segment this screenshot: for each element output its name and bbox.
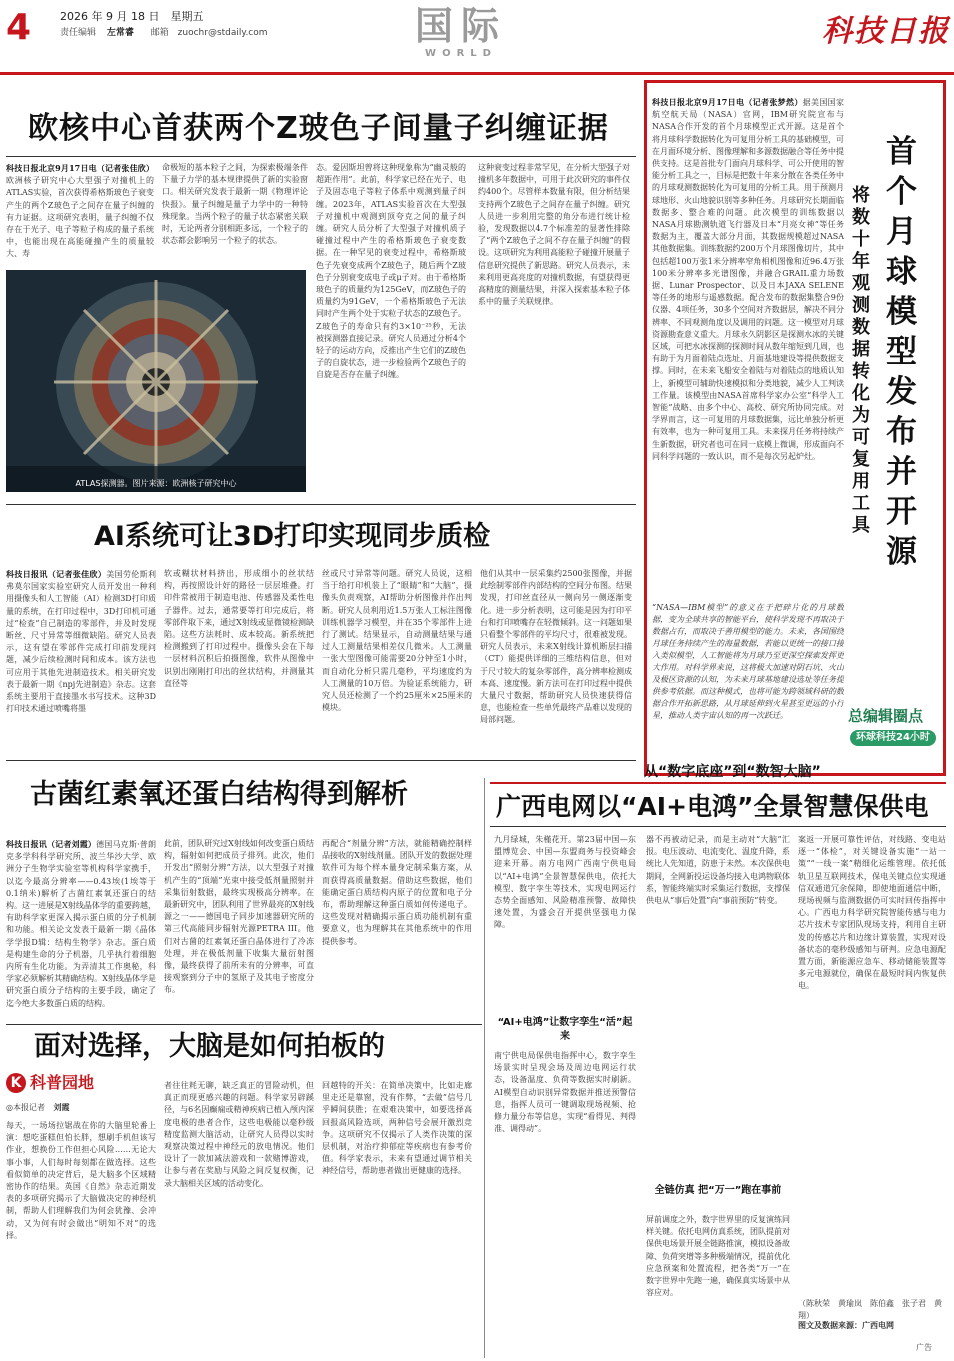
lunar-subheadline-char: 用 xyxy=(852,471,870,492)
guangxi-col-2b: 屏前调度之外，数字世界里的反复演练同样关键。依托电网仿真系统，团队提前对保供电场景开展全链路推演，模拟设备故障、负荷突增等多种极端情况，提前优化应急预案和处置流程，把各类“万一”在数字世界中先跑一遍，确保真实场景中从容应对。 xyxy=(646,1215,790,1298)
lunar-headline-char: 发 xyxy=(886,374,917,410)
guangxi-subhead-1: “AI+电鸿”让数字孪生“活”起来 xyxy=(497,1017,633,1042)
ai3d-col-2: 软或糊状材料挤出，形成细小的丝状结构，再按照设计好的路径一层层堆叠。打印件常被用于制造电池、传感器及柔性电子器件。过去，通常要等打印完成后，将零部件取下来，通过X射线或显微镜检测缺陷。这些方法耗时、成本较高。新系统把检测搬到了打印过程中。摄像头会在下每一层材料沉积后拍摄图像，软件从图像中识别出刚刚打印出的丝状结构，并测量其直径等 xyxy=(164,569,314,688)
lunar-headline-char: 型 xyxy=(886,334,917,370)
lunar-subheadline-char: 为 xyxy=(852,405,870,426)
lunar-subheadline xyxy=(852,185,874,537)
author-label: ◎本报记者 xyxy=(6,1103,45,1112)
brain-byline xyxy=(6,1102,70,1114)
guangxi-col-2: 器不再被动记录，而是主动对“大脑”汇报。电压波动、电流变化、温度升降，系统比人先知道，防患于未然。本次保供电期间，全网新投运设备均接入电鸿物联体系，智能终端实时采集运行数据，支撑保供电从“事后处置”向“事前预防”转变。 xyxy=(646,835,790,906)
ai3d-dateline: 科技日报讯（记者张佳欣） xyxy=(6,569,107,579)
guangxi-source: 图文及数据来源：广西电网 xyxy=(798,1321,894,1330)
editor-label: 责任编辑 xyxy=(60,28,97,38)
section-title-en: WORLD xyxy=(425,48,497,59)
lunar-subheadline-char: 数 xyxy=(852,317,870,338)
email-label: 邮箱 xyxy=(150,28,169,38)
lunar-headline xyxy=(886,132,918,572)
ai3d-col-3: 丝或尺寸异常等问题。研究人员说，这相当于给打印机装上了“眼睛”和“大脑”，摄像头负责观察，AI帮助分析图像并作出判断。研究人员利用近1.5万张人工标注图像训练机器学习模型，并在35个零部件上进行了测试。结果显示，自动测量结果与通过人工测量结果相差仅几微米。人工测量一张大型图像可能需要20分钟至1小时，而自动化分析只需几毫秒，平均速度约为人工测量的10万倍。为验证系统能力，研究人员还检测了一个约25厘米×25厘米的模块。 xyxy=(322,569,472,713)
lunar-subheadline-char: 工 xyxy=(852,493,870,514)
lhc-col-1 xyxy=(6,162,154,262)
lunar-headline-char: 源 xyxy=(886,534,917,570)
lhc-photo xyxy=(6,270,306,492)
lunar-subheadline-char: 据 xyxy=(852,339,870,360)
protein-headline: 古菌红素氧还蛋白结构得到解析 xyxy=(30,779,408,810)
guangxi-headline: 广西电网以“AI+电鸿”全景智慧保供电 xyxy=(496,792,929,821)
k-logo-icon: K xyxy=(6,1073,26,1093)
lunar-subheadline-char: 转 xyxy=(852,361,870,382)
guangxi-byline: （陈秋荣 黄瑜岚 陈伯鑫 张子君 黄翔） xyxy=(798,1299,942,1320)
lunar-headline-char: 并 xyxy=(886,454,917,490)
guangxi-deck: 从“数字底座”到“数智大脑” xyxy=(644,764,821,780)
lhc-headline: 欧核中心首获两个Z玻色子间量子纠缠证据 xyxy=(28,111,609,146)
page-number: 4 xyxy=(6,7,32,48)
lhc-col-1-text: 欧洲核子研究中心大型强子对撞机上的ATLAS实验，首次获得希格斯玻色子衰变产生的两个Z玻色子之间存在量子纠缠的有力证据。这项研究表明，量子纠缠不仅存在于光子、电子等粒子构成的量子系统中，也能出现在高能碰撞产生的质量较大、寿 xyxy=(6,176,154,259)
divider xyxy=(6,760,636,761)
column-divider xyxy=(484,778,485,1358)
guangxi-col-3: 案返一开展可靠性评估，对线路、变电站逐一“体检”，对关键设备实施“一站一策”“一线一案”精细化运维管理。依托低轨卫星互联网技术，保电关键点位实现通信双通道冗余保障，即使地面通信中断，现场视频与监测数据仍可实时回传指挥中心。广西电力科学研究院智能传感与电力芯片技术专家团队现场支持，利用自主研发的传感芯片和边缘计算装置，实现对设备状态的毫秒级感知与研判。应急电源配置方面，新能源应急车、移动储能装置等多元电源就位，确保在最短时间内恢复供电。 xyxy=(798,835,946,991)
lunar-body-text: 据美国国家航空航天局（NASA）官网，IBM研究院宣布与NASA合作开发的首个月球模型正式开源。这是首个将月球科学数据转化为可复用分析工具的基础模型，可在月面环境分析、图像理解和多源数据融合等任务中提供支持。这是首批专门面向月球科学、可公开使用的智能分析工具之一，目标是把数十年来分散在各类任务中的月球观测数据转化为可复用的分析工具。用于预测月球地形、火山地貌识别等多种任务。月球研究长期面临数据多、整合难的问题。此次模型的训练数据以NASA月球勘测轨道飞行器及日本“月亮女神”等任务数据为主，覆盖大部分月面，其数据规模超过NASA其他数据集。训练数据约200万个月球图像切片，其中包括超100万张1米分辨率窄角相机图像和近96.4万张100米分辨率多光谱图像，并融合GRAIL重力场数据、Lunar Prospector、以及日本JAXA SELENE等任务的地形与遥感数据。配合发布的数据集整合9份仪器、4项任务，30多个空间对齐数据层，解决不同分辨率、不同观测角度以及调用的问题。这一模型对月球资源勘查意义重大。月球永久阴影区是探测水冰的关键区域，可把水冰探测的探测时间从数年缩短到几周，也有助于为月面着陆点选址、月面基地建设等提供数据支撑。同时，在未来飞船安全着陆与对着陆点的地质认知上，新模型可辅助快速模拟和分类地貌，减少人工判读工作量。该模型由NASA首席科学家办公室“科学人工智能”战略、由多个中心、高校、研究所协同完成。对学界而言，这一可复用的月球数据集，远比单独分析更有效率，也为一种可复用工具。未来探月任务将持续产生新数据，研究者也可在同一底模上微调，形成面向不同科学问题的一致认识，而不是每次另起炉灶。 xyxy=(652,98,844,461)
lunar-headline-char: 球 xyxy=(886,254,917,290)
protein-dateline: 科技日报讯（记者刘霞） xyxy=(6,839,97,849)
lunar-body xyxy=(652,96,844,584)
lunar-headline-char: 首 xyxy=(886,134,917,170)
lhc-photo-caption: ATLAS探测器。图片来源：欧洲核子研究中心 xyxy=(75,479,237,488)
divider xyxy=(6,1024,482,1025)
lhc-col-3: 态。爱因斯坦曾将这种现象称为“幽灵般的超距作用”。此前，科学家已经在光子、电子及固态电子等粒子体系中观测到量子纠缠。2023年，ATLAS实验首次在大型强子对撞机中观测到顶夸克之间的量子纠缠。研究人员分析了大型强子对撞机质子碰撞过程中产生的希格斯玻色子衰变数据。在一种罕见的衰变过程中，希格斯玻色子先衰变成两个Z玻色子，随后两个Z玻色子分别衰变成电子或μ子对。由于希格斯玻色子的质量约为125GeV，而Z玻色子的质量约为91GeV，一个希格斯玻色子无法同时产生两个处于实粒子状态的Z玻色子。Z玻色子的寿命只有约3×10⁻²⁵秒，无法被探测器直接记录。研究人员通过分析4个轻子的运动方向，反推出产生它们的Z玻色子的自旋状态，进一步检验两个Z玻色子的自旋是否存在量子纠缠。 xyxy=(316,163,466,380)
protein-col-1-text: 德国马克斯·普朗克多学科科学研究所、波兰华沙大学、欧洲分子生物学实验室等机构科学家携手，以迄今最高分辨率——0.43埃(1埃等于0.1纳米)解析了古菌红素氧还蛋白的结构。这一进展是X射线晶体学的重要跨越，有助科学家更深入揭示蛋白质的分子机制和功能。相关论文发表于最新一期《晶体学学报D辑：结构生物学》杂志。蛋白质是构建生命的分子机器，几乎执行着细胞内所有生化功能。为弄清其工作奥秘，科学家必须解析其精确结构。X射线晶体学是研究蛋白质分子结构的主要手段，确定了迄今绝大多数蛋白质的结构。 xyxy=(6,840,156,1008)
lhc-col-4: 这种衰变过程非常罕见，在分析大型强子对撞机多年数据中，可用于此次研究的事件仅约400个。尽管样本数量有限，但分析结果支持两个Z玻色子之间存在量子纠缠。研究人员进一步利用完整的角分布进行统计检验，发现数据以4.7个标准差的显著性排除了“两个Z玻色子之间不存在量子纠缠”的假设。这项研究为利用高能粒子碰撞开展量子信息研究提供了新思路。研究人员表示，未来利用更高亮度的对撞机数据，有望获得更高精度的测量结果，并深入探索基本粒子体系中的量子关联规律。 xyxy=(478,163,630,307)
science-column-banner xyxy=(6,1072,146,1094)
lunar-subheadline-char: 年 xyxy=(852,251,870,272)
date-line: 2026 年 9 月 18 日 星期五 xyxy=(60,10,204,23)
lunar-editor-quote: “NASA—IBM模型”的意义在于把碎片化的月球数据，变为全球共享的智能平台，使科学发现不再取决于数据占有，而取决于善用模型的能力。未来，各国围绕月球任务持续产生的海量数据，若能以更统一的接口接入类似模型，人工智能将为月球乃至更深空探索发挥更大作用。对科学界来说，这将极大加速对阴石坑、火山及极区资源的认知，为未来月球基地建设选址等任务提供参考依据。而这种模式，也将可能为跨领域科研的数据合作开拓新思路，从月球延伸到火星甚至更远的小行星，推动人类宇宙认知的再一次跃迁。 xyxy=(652,603,844,720)
lunar-subheadline-char: 数 xyxy=(852,207,870,228)
lunar-headline-char: 模 xyxy=(886,294,917,330)
lhc-dateline: 科技日报北京9月17日电（记者张佳欣） xyxy=(6,163,154,173)
lunar-subheadline-char: 化 xyxy=(852,383,870,404)
ad-label: 广告 xyxy=(916,1343,932,1352)
lunar-subheadline-char: 将 xyxy=(852,185,870,206)
guangxi-col-1: 九月绿城，朱槿花开。第23届中国—东盟博览会、中国—东盟商务与投资峰会迎来开幕。南方电网广西南宁供电局以“AI+电鸿”全景智慧保供电，依托大模型、数字孪生等技术，实现电网运行态势全面感知、风险精准预警、故障快速处置，为盛会召开提供坚强电力保障。 xyxy=(494,835,636,930)
masthead-logo: 科技日报 xyxy=(822,14,950,49)
atlas-detector-image xyxy=(6,270,306,492)
ai3d-col-1 xyxy=(6,568,156,752)
protein-col-1 xyxy=(6,838,156,1018)
header-rule xyxy=(0,72,954,75)
ai3d-headline: AI系统可让3D打印实现同步质检 xyxy=(94,521,491,552)
editor-name: 左常睿 xyxy=(106,28,134,38)
guangxi-subhead-2: 全链仿真 把“万一”跑在事前 xyxy=(654,1185,782,1196)
lunar-subheadline-char: 观 xyxy=(852,273,870,294)
global-24h-badge: 环球科技24小时 xyxy=(850,730,936,746)
ai3d-col-1-text: 美国劳伦斯利弗莫尔国家实验室研究人员开发出一种利用摄像头和人工智能（AI）检测3D打印质量的系统，在打印过程中，3D打印机可通过“检查”自己制造的零部件，并及时发现断丝、尺寸异常等细微缺陷。研究人员表示，这有望在零部件完成打印前发现问题，减少后续检测时间和成本。该方法也可应用于其他先进制造技术。相关研究发表于最新一期《npj先进制造》杂志。这套系统主要用于直接墨水书写技术。这种3D打印技术通过喷嘴将墨 xyxy=(6,570,156,714)
section-title: 国际 xyxy=(414,3,507,48)
lhc-col-2: 命极短的基本粒子之间，为探索极端条件下量子力学的基本规律提供了新的实验窗口。相关研究发表于最新一期《物理评论快报》。量子纠缠是量子力学中的一种特殊现象。当两个粒子的量子状态紧密关联时，无论两者分别相距多远，一个粒子的状态都会影响另一个粒子的状态。 xyxy=(162,163,308,246)
author-name: 刘霞 xyxy=(53,1103,70,1112)
lunar-subheadline-char: 测 xyxy=(852,295,870,316)
science-column-name: 科普园地 xyxy=(30,1073,95,1092)
ai3d-col-4: 他们从其中一层采集约2500张图像，并据此绘制零部件内部结构的空间分布图。结果发现，打印丝直径从一侧向另一侧逐渐变化。进一步分析表明，这可能是因为打印平台和打印喷嘴存在轻微倾斜。这一问题如果只看整个零部件的平均尺寸，很难被发现。研究人员表示，未来X射线计算机断层扫描（CT）能提供详细的三维结构信息，但对于尺寸较大的复杂零部件，高分辨率检测成本高、速度慢。新方法可在打印过程中提供大量尺寸数据，帮助研究人员快速获得信息，也能检查一些单凭最终产品难以发现的局部问题。 xyxy=(480,569,632,725)
lunar-subheadline-char: 具 xyxy=(852,515,870,536)
guangxi-col-1b: 南宁供电局保供电指挥中心，数字孪生场景实时呈现会场及周边电网运行状态，设备温度、负荷等数据实时刷新。AI模型自动识别异常数据并推送预警信息，指挥人员可一键调取现场视频、抢修力量分布等信息，实现“看得见、判得准、调得动”。 xyxy=(494,1051,636,1134)
brain-col-2: 者往往耗无聊，缺乏真正的冒险动机，但真正而现更感兴趣的问题。科学家另辟蹊径，与6名因癫痫或精神疾病已植入颅内深度电极的患者合作，这些电极能以毫秒级精度监测大脑活动，让研究人员得以实时观察决策过程中神经元的放电情况。他们设计了一款加减法游戏和一款赌博游戏，让参与者在奖励与风险之间反复权衡，记录大脑相关区域的活动变化。 xyxy=(164,1081,314,1188)
editor-line xyxy=(60,27,268,39)
lunar-subheadline-char: 复 xyxy=(852,449,870,470)
divider xyxy=(6,504,636,505)
lunar-subheadline-char: 可 xyxy=(852,427,870,448)
editor-note-stamp: 总编辑圈点 xyxy=(848,707,924,725)
brain-col-1: 每天，一场场拉锯战在你的大脑里轮番上演：想吃蛋糕但怕长胖，想刷手机但该写作业，想换份工作但担心风险……无论大事小事，人们每时每刻都在做选择。这些看似简单的决定背后，是大脑多个区域精密协作的结果。英国《自然》杂志近期发表的多项研究揭示了大脑做决定的神经机制，帮助人们理解我们为何会犹豫、会冲动，又为何有时会做出“明知不对”的选择。 xyxy=(6,1121,156,1240)
protein-col-2: 此前，团队研究过X射线如何改变蛋白质结构，辐射如何把成员子排列。此次，他们开发出“照射分辨”方法，以大型强子对撞机产生的“顶端”光束中接受低剂量照射并采集衍射数据，最终实现极高分辨率。在最新研究中，团队利用了世界最亮的X射线源之一——德国电子同步加速器研究所的第三代高能同步辐射光源PETRA III。他们对古菌的红素氧还蛋白晶体进行了冷冻处理，并在极低剂量下收集大量衍射图像，最终获得了前所未有的分辨率，可直接观察到分子中的氢原子及其电子密度分布。 xyxy=(164,839,314,995)
lunar-headline-char: 布 xyxy=(886,414,917,450)
lunar-subheadline-char: 十 xyxy=(852,229,870,250)
lunar-dateline: 科技日报北京9月17日电（记者张梦然） xyxy=(652,97,803,107)
divider xyxy=(6,156,636,157)
lunar-headline-char: 月 xyxy=(886,214,917,250)
email[interactable]: zuochr@stdaily.com xyxy=(177,28,268,38)
protein-col-3: 再配合“剂量分辨”方法，就能精确控制样品接收的X射线剂量。团队开发的数据处理软件可为每个样本量身定制采集方案，从而获得高质量数据。借助这些数据，他们能确定蛋白质结构内原子的位置和电子分布，帮助理解这种蛋白质如何传递电子。这些发现对精确揭示蛋白质功能机制有重要意义，也为理解其在其他系统中的作用提供参考。 xyxy=(322,839,472,946)
divider xyxy=(490,826,946,827)
lunar-headline-char: 开 xyxy=(886,494,917,530)
brain-headline: 面对选择，大脑是如何拍板的 xyxy=(34,1031,385,1062)
brain-col-3: 回越特的开关：在简单决策中，比如走廊里走还是靠窗，没有作弊，“去做”信号几乎瞬间获胜；在艰难决策中，如要选择高回报高风险选项，两种信号会展开激烈竞争。这项研究不仅揭示了人类作决策的深层机制，对治疗抑郁症等疾病也有参考价值。科学家表示，未来有望通过调节相关神经信号，帮助患者做出更健康的选择。 xyxy=(322,1081,472,1176)
lunar-headline-char: 个 xyxy=(886,174,917,210)
guangxi-top-rule xyxy=(490,782,946,784)
